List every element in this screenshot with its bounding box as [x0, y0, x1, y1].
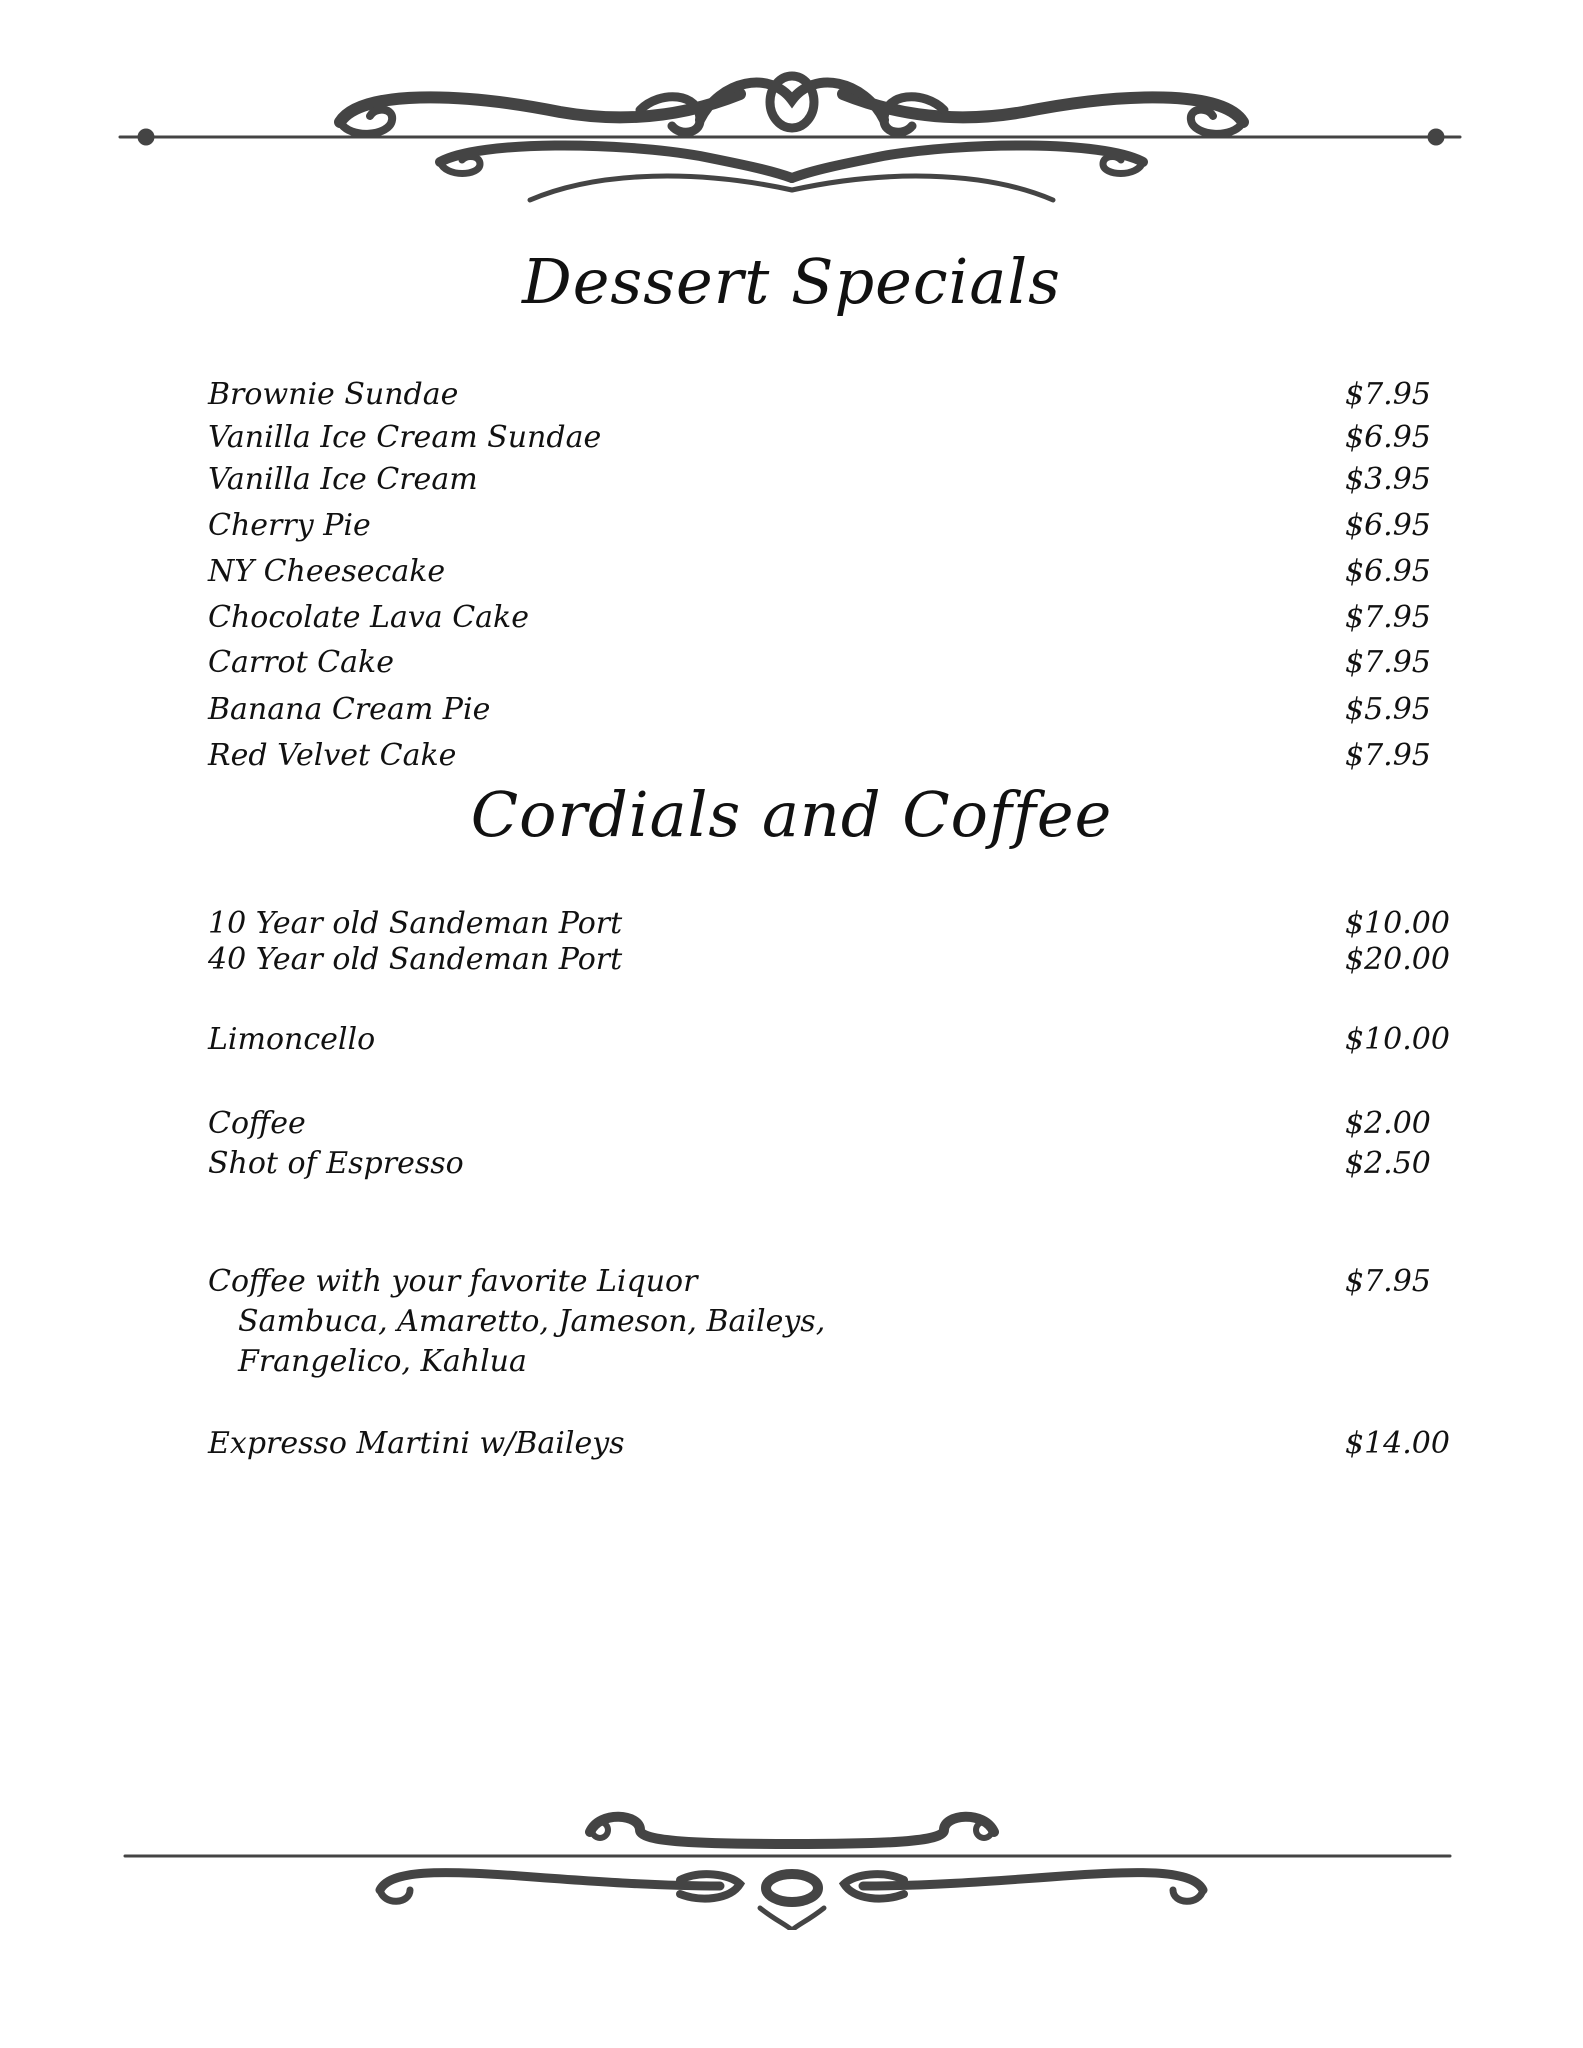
menu-item — [0, 1144, 1583, 1184]
menu-item — [0, 940, 1583, 980]
menu-item — [0, 1020, 1583, 1060]
menu-item-name: Red Velvet Cake — [208, 738, 457, 773]
menu-item-name: Cherry Pie — [208, 508, 371, 543]
menu-item-price: $7.95 — [1345, 738, 1431, 773]
menu-item-name: 40 Year old Sandeman Port — [208, 942, 623, 977]
menu-item-name: Shot of Espresso — [208, 1146, 464, 1181]
menu-item — [0, 904, 1583, 944]
menu-item-name: NY Cheesecake — [208, 554, 446, 589]
menu-item-price: $7.95 — [1345, 1264, 1431, 1299]
menu-item-name: Chocolate Lava Cake — [208, 600, 529, 635]
liquor-options-line: Frangelico, Kahlua — [238, 1344, 527, 1379]
menu-item-price: $20.00 — [1345, 942, 1450, 977]
menu-item — [0, 1424, 1583, 1464]
menu-item — [0, 506, 1583, 546]
menu-item-name: Vanilla Ice Cream — [208, 462, 478, 497]
dessert-specials-heading: Dessert Specials — [521, 245, 1061, 318]
menu-item-name: 10 Year old Sandeman Port — [208, 906, 623, 941]
menu-item-price: $7.95 — [1345, 600, 1431, 635]
menu-item — [0, 418, 1583, 458]
menu-item — [0, 375, 1583, 415]
menu-item — [0, 643, 1583, 683]
menu-item-price: $2.50 — [1345, 1146, 1431, 1181]
menu-item-price: $10.00 — [1345, 906, 1450, 941]
menu-item-name: Limoncello — [208, 1022, 376, 1057]
menu-item-price: $7.95 — [1345, 645, 1431, 680]
menu-item-name: Expresso Martini w/Baileys — [208, 1426, 625, 1461]
menu-item — [0, 460, 1583, 500]
bottom-scroll-ornament-icon — [0, 1790, 1583, 1930]
menu-item-price: $10.00 — [1345, 1022, 1450, 1057]
liquor-options-line: Sambuca, Amaretto, Jameson, Baileys, — [238, 1304, 826, 1339]
menu-item — [0, 552, 1583, 592]
menu-item — [0, 736, 1583, 776]
menu-item — [0, 1104, 1583, 1144]
menu-item — [0, 1262, 1583, 1302]
menu-item-name: Vanilla Ice Cream Sundae — [208, 420, 602, 455]
menu-item-name: Brownie Sundae — [208, 377, 459, 412]
menu-item-price: $14.00 — [1345, 1426, 1450, 1461]
menu-item-price: $6.95 — [1345, 508, 1431, 543]
cordials-and-coffee-heading: Cordials and Coffee — [470, 778, 1113, 851]
menu-item-name: Carrot Cake — [208, 645, 394, 680]
menu-item — [0, 690, 1583, 730]
menu-item-price: $5.95 — [1345, 692, 1431, 727]
menu-item-price: $6.95 — [1345, 554, 1431, 589]
menu-item-name: Coffee with your favorite Liquor — [208, 1264, 698, 1299]
menu-item-name: Banana Cream Pie — [208, 692, 491, 727]
menu-item-name: Coffee — [208, 1106, 306, 1141]
menu-item — [0, 598, 1583, 638]
menu-item-price: $2.00 — [1345, 1106, 1431, 1141]
top-scroll-ornament-icon — [0, 70, 1583, 210]
menu-item-price: $6.95 — [1345, 420, 1431, 455]
menu-item-price: $3.95 — [1345, 462, 1431, 497]
menu-item-price: $7.95 — [1345, 377, 1431, 412]
